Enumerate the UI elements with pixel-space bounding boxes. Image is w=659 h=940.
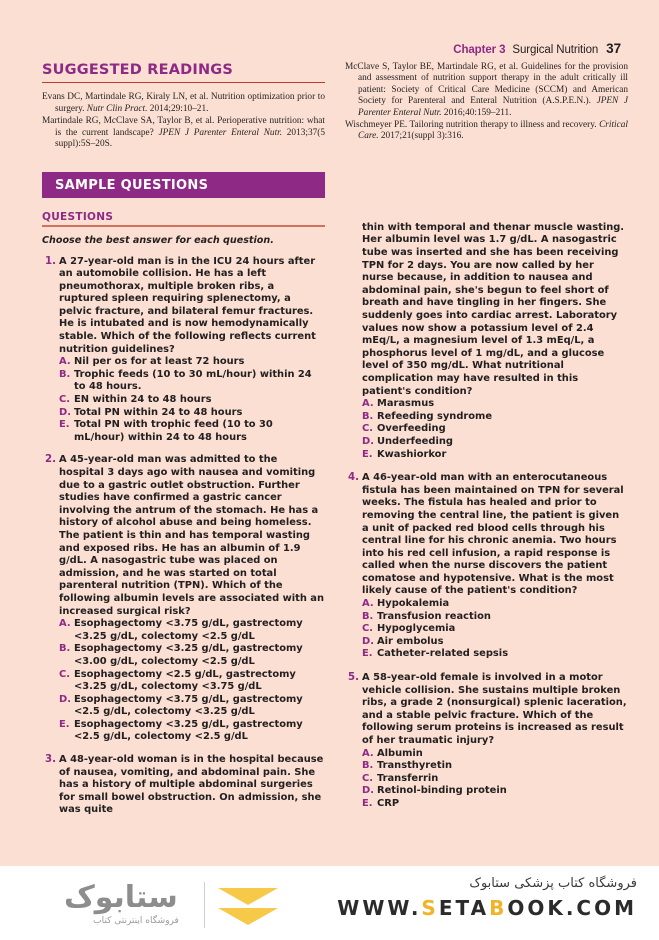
option-letter: C. <box>362 772 373 784</box>
question-option[interactable] <box>59 369 325 394</box>
option-text: Hypoglycemia <box>377 623 456 635</box>
option-text: Refeeding syndrome <box>377 410 493 422</box>
question-number: 3. <box>45 754 56 766</box>
option-letter: D. <box>362 785 374 797</box>
reference-item <box>345 120 628 143</box>
question-stem-continued: thin with temporal and thenar muscle wasting. Her albumin level was 1.7 g/dL. A nasogastric tube was inserted and she has been receiving TPN for 2 days. You are now called by her nurse because, in addition to nausea and abdominal pain, she's begun to feel short of breath and have tingling in her fingers. She suddenly goes into cardiac arrest. Laboratory values now show a potassium level of 2.4 mEq/L, a magnesium level of 1.3 mEq/L, a phosphorus level of 1 mg/dL, and a glucose level of 350 mg/dL. What nutritional complication may have resulted in this patient's condition? <box>362 221 625 397</box>
questions-instruction: Choose the best answer for each question. <box>42 234 274 246</box>
question-item <box>42 754 325 817</box>
question-option[interactable] <box>59 407 325 420</box>
option-text: Total PN within 24 to 48 hours <box>74 406 243 418</box>
footer-text-block <box>337 876 637 920</box>
question-number: 4. <box>348 472 359 484</box>
question-option[interactable] <box>362 436 628 449</box>
question-option[interactable] <box>362 760 628 773</box>
sample-questions-banner-label: SAMPLE QUESTIONS <box>55 177 209 193</box>
question-option[interactable] <box>362 785 628 798</box>
question-number: 2. <box>45 454 56 466</box>
option-text: Overfeeding <box>377 423 446 435</box>
setabook-logo-wordmark: ستابوک <box>64 880 178 915</box>
option-text: Kwashiorkor <box>377 448 447 460</box>
option-letter: E. <box>59 718 70 730</box>
question-number: 1. <box>45 255 56 267</box>
question-item <box>42 454 325 744</box>
option-letter: D. <box>362 635 374 647</box>
option-letter: D. <box>59 693 71 705</box>
option-text: Transferrin <box>377 772 439 784</box>
reference-pre: McClave S, Taylor BE, Martindale RG, et al. Guidelines for the provision and assessment of nutrition support therapy in the adult critically ill patient: Society of Critical Care Medicine (SCCM) and American Society for Parenteral and Enteral Nutrition (A.S.P.E.N.). <box>345 62 628 107</box>
reference-journal: Nutr Clin Pract. <box>86 103 148 114</box>
option-text: Transfusion reaction <box>377 610 491 622</box>
question-option[interactable] <box>59 669 325 694</box>
reference-pre: Martindale RG, McClave SA, Taylor B, et al. Perioperative nutrition: what is the current landscape? <box>42 116 325 138</box>
question-stem: A 27-year-old man is in the ICU 24 hours after an automobile collision. He has a left pneumothorax, multiple broken ribs, a ruptured spleen requiring splenectomy, a pelvic fracture, and bilateral femur fractures. He is intubated and is now hemodynamically stable. Which of the following reflects current nutrition guidelines? <box>59 255 316 355</box>
option-text: Underfeeding <box>377 435 453 447</box>
question-option[interactable] <box>59 719 325 744</box>
question-options <box>59 356 325 444</box>
footer-tagline: فروشگاه کتاب پزشکی ستابوک <box>469 876 637 891</box>
question-option[interactable] <box>362 611 628 624</box>
chevron-down-icon <box>218 888 278 905</box>
option-text: Albumin <box>377 747 423 759</box>
option-letter: E. <box>362 448 373 460</box>
reference-item <box>42 92 325 115</box>
option-letter: B. <box>362 760 374 772</box>
option-letter: B. <box>59 368 71 380</box>
reference-post: 2014;29:10–21. <box>147 103 209 114</box>
right-column <box>345 62 628 842</box>
question-option[interactable] <box>59 419 325 444</box>
reference-post: 2017;21(suppl 3):316. <box>378 131 464 142</box>
option-text: Nil per os for at least 72 hours <box>74 356 245 368</box>
question-option[interactable] <box>362 449 628 462</box>
option-text: Catheter-related sepsis <box>377 648 509 660</box>
question-number: 5. <box>348 672 359 684</box>
chevron-down-icon <box>218 908 278 925</box>
setabook-logo[interactable] <box>36 878 286 932</box>
option-letter: B. <box>59 643 71 655</box>
reference-item <box>345 62 628 119</box>
option-text: Transthyretin <box>377 760 452 772</box>
option-letter: C. <box>362 423 373 435</box>
reference-post: 2013;37(5 suppl):5S–20S. <box>55 127 326 150</box>
page-content-area <box>28 0 631 866</box>
question-option[interactable] <box>59 694 325 719</box>
reference-pre: Evans DC, Martindale RG, Kiraly LN, et al. Nutrition optimization prior to surgery. <box>42 92 325 114</box>
setabook-logo-subtitle: فروشگاه اینترنتی کتاب <box>93 916 179 926</box>
question-stem: A 58-year-old female is involved in a motor vehicle collision. She sustains multiple broken ribs, a grade 2 (nonsurgical) splenic laceration, and a stable pelvic fracture. Which of the following serum proteins is increased as result of her traumatic injury? <box>362 672 627 746</box>
option-text: CRP <box>377 797 400 809</box>
option-letter: A. <box>362 598 374 610</box>
option-text: Total PN with trophic feed (10 to 30 mL/hour) within 24 to 48 hours <box>74 419 273 443</box>
question-options <box>362 398 628 461</box>
url-s: S <box>421 896 439 920</box>
question-option[interactable] <box>59 643 325 668</box>
url-prefix: WWW. <box>337 896 422 920</box>
question-options <box>362 748 628 811</box>
option-text: EN within 24 to 48 hours <box>74 394 212 406</box>
option-text: Esophagectomy <3.75 g/dL, gastrectomy <2.5 g/dL, colectomy <3.25 g/dL <box>74 693 303 718</box>
question-option[interactable] <box>59 618 325 643</box>
option-letter: B. <box>362 610 374 622</box>
question-options <box>59 618 325 744</box>
suggested-readings-continued <box>345 62 628 143</box>
option-letter: D. <box>362 435 374 447</box>
option-letter: E. <box>59 419 70 431</box>
option-text: Esophagectomy <3.25 g/dL, gastrectomy <2.5 g/dL, colectomy <2.5 g/dL <box>74 718 303 743</box>
question-option[interactable] <box>362 411 628 424</box>
suggested-readings-heading: SUGGESTED READINGS <box>42 62 234 78</box>
option-text: Marasmus <box>377 398 435 410</box>
reference-item <box>42 116 325 150</box>
option-letter: B. <box>362 410 374 422</box>
left-column <box>42 62 325 842</box>
question-option[interactable] <box>362 636 628 649</box>
question-stem: A 45-year-old man was admitted to the hospital 3 days ago with nausea and vomiting due to a gastric outlet obstruction. Further studies have confirmed a gastric cancer involving the antrum of the stomach. He has a history of alcohol abuse and being homeless. The patient is thin and has temporal wasting and exposed ribs. He has an albumin of 1.9 g/dL. A nasogastric tube was placed on admission, and he was started on total parenteral nutrition (TPN). Which of the following albumin levels are associated with an increased surgical risk? <box>59 454 324 617</box>
two-column-layout <box>42 62 628 842</box>
reference-pre: Wischmeyer PE. Tailoring nutrition therapy to illness and recovery. <box>345 120 600 131</box>
running-head <box>453 41 621 56</box>
question-option[interactable] <box>59 356 325 369</box>
running-head-title: Surgical Nutrition <box>512 44 599 56</box>
question-option[interactable] <box>362 798 628 811</box>
option-letter: D. <box>59 406 71 418</box>
question-option[interactable] <box>362 623 628 636</box>
option-letter: E. <box>362 797 373 809</box>
reference-post: 2016;40:159–211. <box>441 107 512 118</box>
option-text: Trophic feeds (10 to 30 mL/hour) within 24 to 48 hours. <box>74 368 312 393</box>
option-letter: C. <box>59 668 70 680</box>
question-stem: A 48-year-old woman is in the hospital because of nausea, vomiting, and abdominal pain. She has a history of multiple abdominal surgeries for small bowel obstruction. On admission, she was quite <box>59 754 324 816</box>
option-letter: C. <box>59 394 70 406</box>
url-eta: ETA <box>438 896 490 920</box>
url-b: B <box>489 896 508 920</box>
option-letter: A. <box>362 398 374 410</box>
question-option[interactable] <box>362 748 628 761</box>
running-head-chapter: Chapter 3 <box>453 44 506 56</box>
question-item <box>345 472 628 661</box>
question-option[interactable] <box>362 423 628 436</box>
question-option[interactable] <box>362 648 628 661</box>
footer-url[interactable] <box>337 896 637 920</box>
option-letter: A. <box>59 618 71 630</box>
questions-section-heading: QUESTIONS <box>42 211 114 224</box>
question-option[interactable] <box>362 398 628 411</box>
reference-journal: JPEN J Parenter Enteral Nutr. <box>158 127 283 138</box>
option-text: Esophagectomy <3.75 g/dL, gastrectomy <3.25 g/dL, colectomy <2.5 g/dL <box>74 618 303 642</box>
question-option[interactable] <box>59 394 325 407</box>
option-text: Hypokalemia <box>377 598 450 610</box>
question-item-continued <box>345 222 628 461</box>
url-suffix: OOK.COM <box>507 896 637 920</box>
questions-heading-rule <box>42 225 325 226</box>
reference-journal: Critical Care. <box>358 120 628 142</box>
option-letter: A. <box>59 356 71 368</box>
option-text: Esophagectomy <3.25 g/dL, gastrectomy <3.00 g/dL, colectomy <2.5 g/dL <box>74 643 303 667</box>
option-text: Retinol-binding protein <box>377 785 507 797</box>
reference-journal: JPEN J Parenter Enteral Nutr. <box>358 96 628 118</box>
logo-divider <box>204 882 205 928</box>
question-option[interactable] <box>362 773 628 786</box>
footer-watermark-bar <box>0 866 659 940</box>
suggested-readings-rule <box>42 82 325 83</box>
sample-questions-banner <box>42 172 325 198</box>
option-letter: A. <box>362 747 374 759</box>
option-letter: E. <box>362 648 373 660</box>
option-text: Air embolus <box>377 635 444 647</box>
option-text: Esophagectomy <2.5 g/dL, gastrectomy <3.25 g/dL, colectomy <3.75 g/dL <box>74 668 296 693</box>
option-letter: C. <box>362 623 373 635</box>
question-options <box>362 598 628 661</box>
question-stem: A 46-year-old man with an enterocutaneous fistula has been maintained on TPN for several weeks. The fistula has healed and prior to removing the central line, the patient is given a unit of packed red blood cells through his central line for his chronic anemia. Two hours into his red cell infusion, a rapid response is called when the nurse discovers the patient comatose and hypotensive. What is the most likely cause of the patient's condition? <box>362 472 624 597</box>
running-head-page-number: 37 <box>606 41 621 56</box>
question-option[interactable] <box>362 598 628 611</box>
question-item <box>42 256 325 445</box>
question-item <box>345 672 628 811</box>
